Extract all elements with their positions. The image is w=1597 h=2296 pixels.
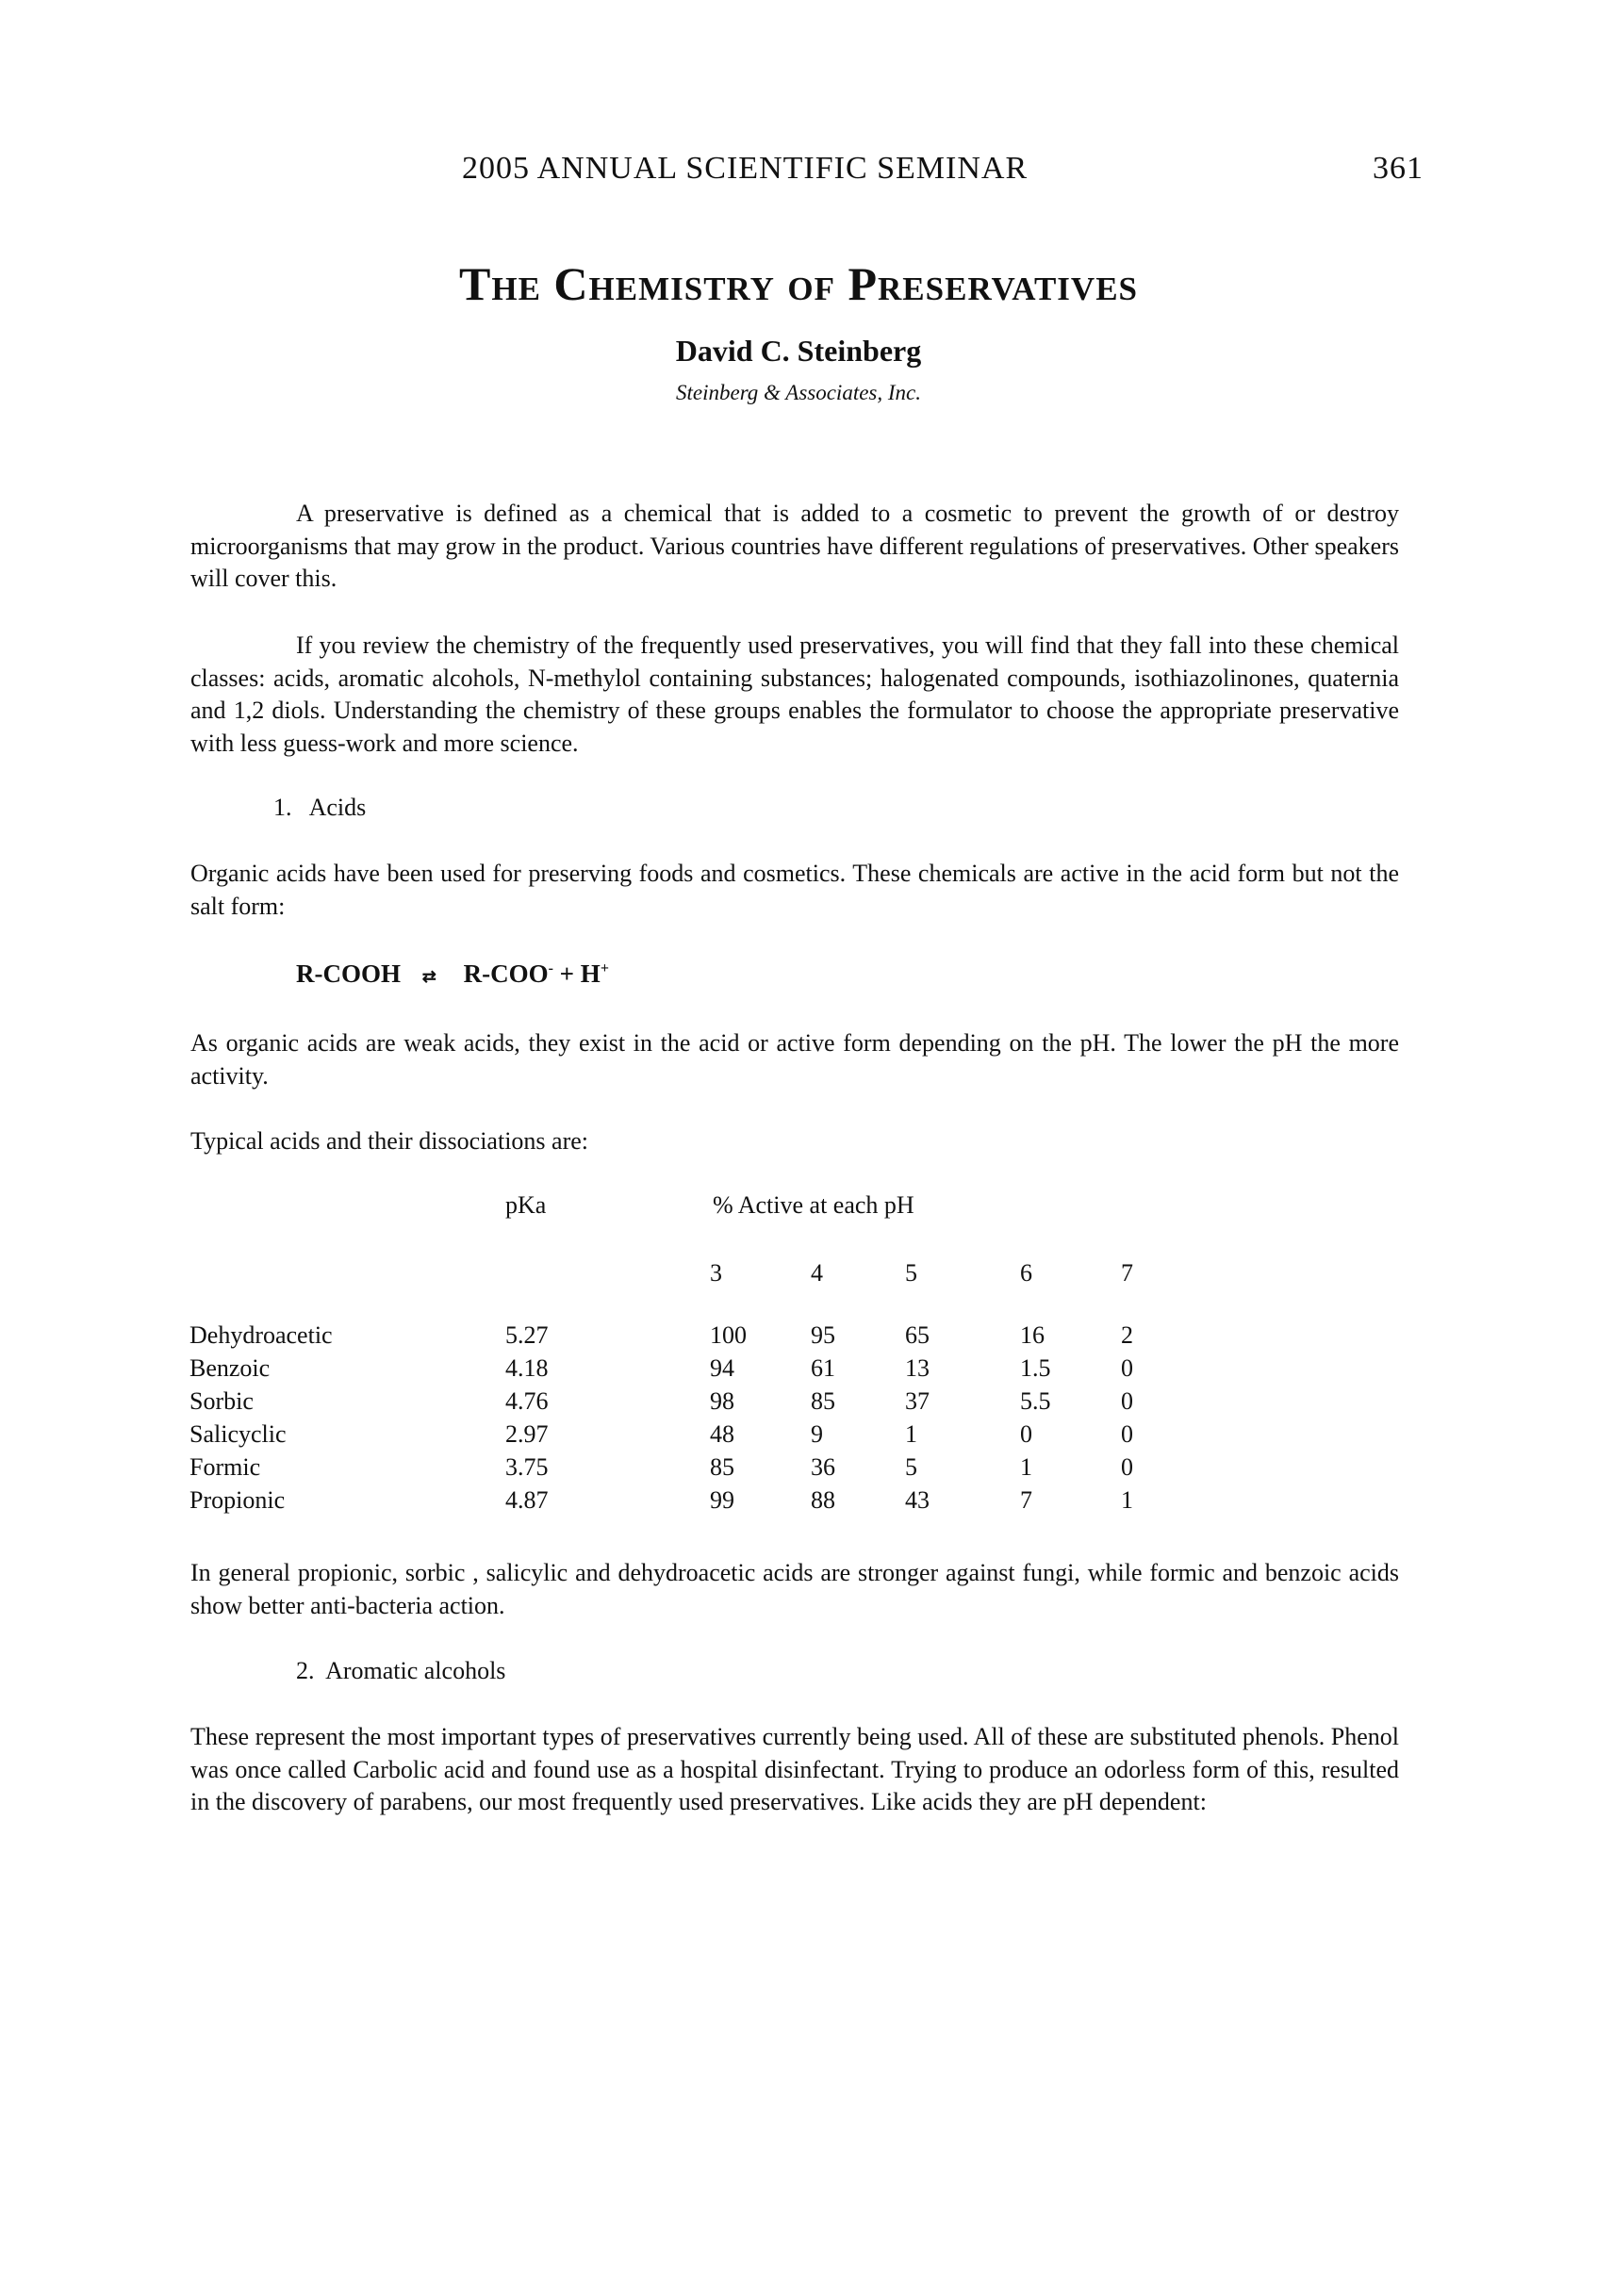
running-title: 2005 ANNUAL SCIENTIFIC SEMINAR (462, 151, 1029, 186)
ph-column-header: 4 (811, 1259, 823, 1287)
acid-name: Dehydroacetic (189, 1321, 333, 1349)
percent-active-value: 61 (811, 1354, 835, 1382)
paragraph-weak-acids: As organic acids are weak acids, they exist in the acid or active form depending on the pH. The lower the pH the more activity. (190, 1029, 1399, 1090)
percent-active-value: 7 (1020, 1486, 1032, 1514)
percent-active-value: 0 (1121, 1420, 1133, 1448)
paragraph-typical-acids: Typical acids and their dissociations are: (190, 1127, 588, 1155)
percent-active-value: 98 (710, 1387, 734, 1415)
percent-active-value: 1.5 (1020, 1354, 1051, 1382)
acid-name: Formic (189, 1453, 261, 1481)
percent-active-value: 9 (811, 1420, 823, 1448)
percent-active-value: 43 (905, 1486, 930, 1514)
percent-active-value: 1 (1020, 1453, 1032, 1481)
percent-active-value: 100 (710, 1321, 747, 1349)
percent-active-value: 0 (1020, 1420, 1032, 1448)
anion-charge: - (548, 960, 553, 976)
ph-column-header: 6 (1020, 1259, 1032, 1287)
pka-value: 4.87 (505, 1486, 549, 1514)
pka-value: 4.18 (505, 1354, 549, 1382)
percent-active-value: 37 (905, 1387, 930, 1415)
section-heading-aromatic-alcohols (296, 1657, 505, 1685)
percent-active-value: 13 (905, 1354, 930, 1382)
section-number: 1. (273, 794, 292, 821)
section-label: Aromatic alcohols (325, 1657, 506, 1684)
percent-active-value: 36 (811, 1453, 835, 1481)
percent-active-value: 94 (710, 1354, 734, 1382)
ph-column-header: 3 (710, 1259, 722, 1287)
page-number: 361 (1373, 151, 1424, 186)
percent-active-value: 85 (710, 1453, 734, 1481)
affiliation: Steinberg & Associates, Inc. (676, 381, 921, 404)
paragraph-classes: If you review the chemistry of the frequently used preservatives, you will find that they fall into these chemical classes: acids, aromatic alcohols, N-methylol containing substances; halogenated compounds, isothiazolinones, quaternia and 1,2 diols. Understanding the chemistry of these groups enables the formulator to choose the appropriate preservative with less guess-work and more science. (190, 631, 1399, 757)
paragraph-aromatic-alcohols: These represent the most important types of preservatives currently being used. All of these are substituted phenols. Phenol was once called Carbolic acid and found use as a hospital disinfectant. Trying to produce an odorless form of this, resulted in the discovery of parabens, our most frequently used preservatives. Like acids they are pH dependent: (190, 1723, 1399, 1815)
pka-value: 3.75 (505, 1453, 549, 1481)
paragraph-organic-acids: Organic acids have been used for preserving foods and cosmetics. These chemicals are active in the acid form but not the salt form: (190, 860, 1399, 920)
percent-active-value: 95 (811, 1321, 835, 1349)
paragraph-intro: A preservative is defined as a chemical that is added to a cosmetic to prevent the growth of or destroy microorganisms that may grow in the product. Various countries have different regulations of preservatives. Other speakers will cover this. (190, 500, 1399, 592)
ph-column-header: 7 (1121, 1259, 1133, 1287)
equilibrium-arrow-icon: ⇄ (421, 967, 436, 986)
percent-active-value: 85 (811, 1387, 835, 1415)
equation-proton: + H (559, 959, 601, 988)
author: David C. Steinberg (675, 334, 922, 368)
proton-charge: + (600, 960, 609, 976)
percent-active-value: 5.5 (1020, 1387, 1051, 1415)
acid-name: Benzoic (189, 1354, 271, 1382)
ph-column-header: 5 (905, 1259, 917, 1287)
percent-active-value: 5 (905, 1453, 917, 1481)
percent-active-value: 1 (905, 1420, 917, 1448)
section-number: 2. (296, 1657, 315, 1684)
equation-reactant: R-COOH (296, 959, 401, 988)
equation-anion: R-COO (463, 959, 549, 988)
percent-active-value: 99 (710, 1486, 734, 1514)
acid-name: Sorbic (189, 1387, 254, 1415)
percent-active-value: 0 (1121, 1354, 1133, 1382)
percent-active-value: 65 (905, 1321, 930, 1349)
percent-active-value: 88 (811, 1486, 835, 1514)
active-header: % Active at each pH (713, 1191, 914, 1219)
pka-value: 2.97 (505, 1420, 549, 1448)
acid-name: Propionic (189, 1486, 286, 1514)
percent-active-value: 0 (1121, 1453, 1133, 1481)
percent-active-value: 0 (1121, 1387, 1133, 1415)
section-label: Acids (308, 794, 367, 821)
pka-header: pKa (505, 1191, 547, 1219)
percent-active-value: 16 (1020, 1321, 1045, 1349)
acid-name: Salicyclic (189, 1420, 287, 1448)
article-title: The Chemistry of Preservatives (459, 257, 1138, 310)
paragraph-fungi-bacteria: In general propionic, sorbic , salicylic and dehydroacetic acids are stronger against fungi, while formic and benzoic acids show better anti-bacteria action. (190, 1559, 1399, 1619)
percent-active-value: 1 (1121, 1486, 1133, 1514)
pka-value: 4.76 (505, 1387, 549, 1415)
pka-value: 5.27 (505, 1321, 549, 1349)
percent-active-value: 48 (710, 1420, 734, 1448)
percent-active-value: 2 (1121, 1321, 1133, 1349)
